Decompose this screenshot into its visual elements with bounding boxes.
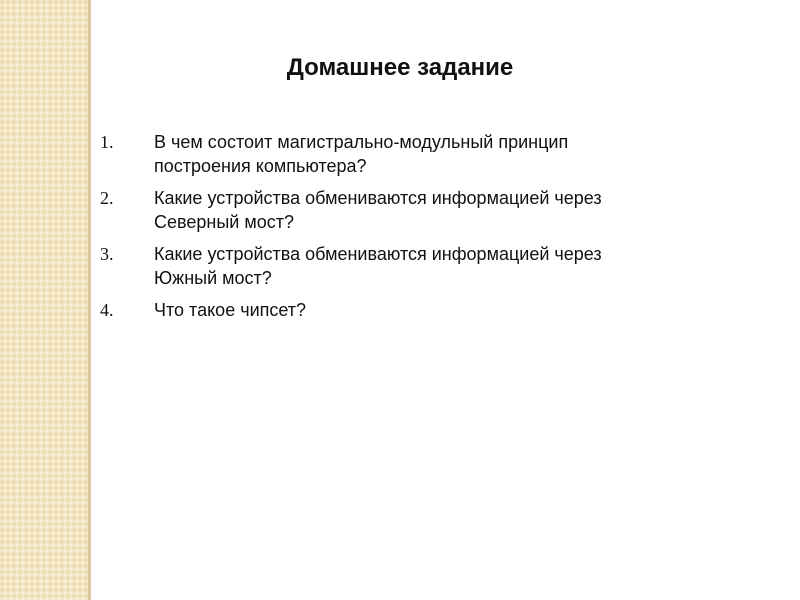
list-item-number: 3. <box>100 244 114 264</box>
list-item <box>100 186 740 234</box>
side-band-edge <box>88 0 91 600</box>
list-item-number: 1. <box>100 132 114 152</box>
decorative-side-band <box>0 0 88 600</box>
homework-question-list <box>100 130 740 330</box>
list-item-number: 4. <box>100 300 114 320</box>
list-item-text: Какие устройства обмениваются информацией через Северный мост? <box>154 188 602 232</box>
list-item <box>100 130 740 178</box>
list-item-text: В чем состоит магистрально-модульный принцип построения компьютера? <box>154 132 569 176</box>
slide-title: Домашнее задание <box>286 54 514 81</box>
list-item <box>100 298 740 322</box>
list-item-text: Что такое чипсет? <box>154 300 307 320</box>
list-item <box>100 242 740 290</box>
list-item-number: 2. <box>100 188 114 208</box>
list-item-text: Какие устройства обмениваются информацией через Южный мост? <box>154 244 602 288</box>
